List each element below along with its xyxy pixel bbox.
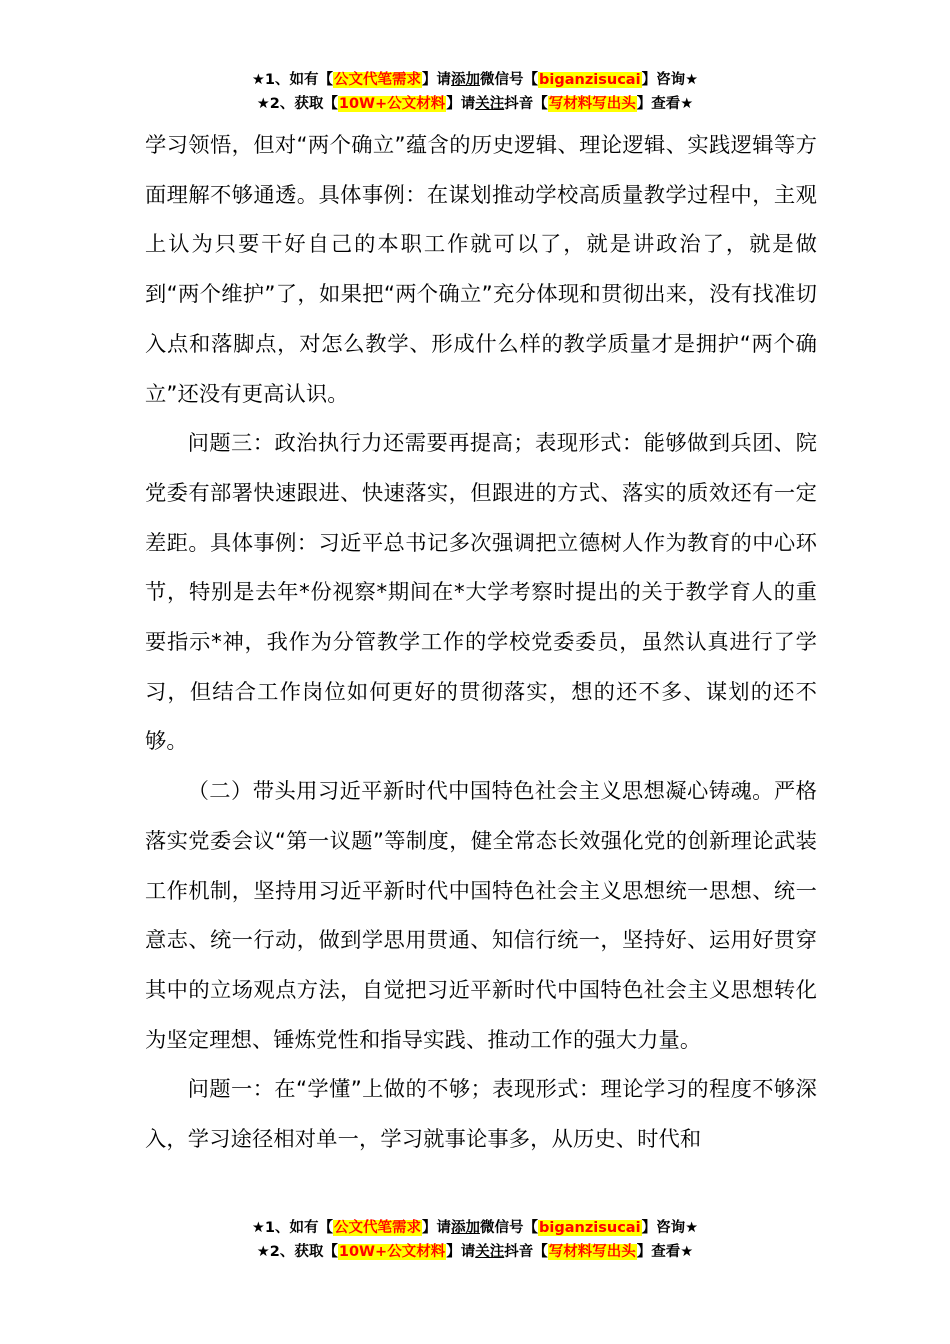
banner-highlight: 10W+公文材料 [338, 1244, 446, 1260]
paragraph-issue-one: 问题一：在“学懂”上做的不够；表现形式：理论学习的程度不够深入，学习途径相对单一，学习就事论事多，从历史、时代和 [145, 1077, 817, 1153]
banner-text: 】请 [422, 72, 452, 88]
banner-text: ★2、获取【 [256, 1244, 338, 1260]
banner-text: 抖音【 [504, 1244, 548, 1260]
banner-line-1 [0, 1216, 950, 1240]
banner-text: 】咨询★ [641, 1220, 699, 1236]
header-banner [0, 68, 950, 116]
banner-line-2 [0, 92, 950, 116]
banner-underlined-text: 添加 [451, 1220, 481, 1236]
banner-highlight: biganzisucai [539, 72, 641, 88]
banner-highlight: 写材料写出头 [548, 1244, 636, 1260]
banner-underlined-text: 关注 [475, 1244, 505, 1260]
banner-line-2 [0, 1240, 950, 1264]
banner-text: 】请 [446, 96, 476, 112]
banner-text: ★1、如有【 [251, 72, 334, 88]
banner-text: ★1、如有【 [251, 1220, 334, 1236]
banner-highlight: 写材料写出头 [548, 96, 636, 112]
banner-text: 】查看★ [636, 1244, 694, 1260]
banner-text: 微信号【 [480, 72, 539, 88]
banner-highlight: 公文代笔需求 [334, 1220, 422, 1236]
banner-text: 】咨询★ [641, 72, 699, 88]
banner-highlight: 公文代笔需求 [334, 72, 422, 88]
banner-text: ★2、获取【 [256, 96, 338, 112]
paragraph-continuation: 学习领悟，但对“两个确立”蕴含的历史逻辑、理论逻辑、实践逻辑等方面理解不够通透。具体事例：在谋划推动学校高质量教学过程中，主观上认为只要干好自己的本职工作就可以了，就是讲政治了，就是做到“两个维护”了，如果把“两个确立”充分体现和贯彻出来，没有找准切入点和落脚点，对怎么教学、形成什么样的教学质量才是拥护“两个确立”还没有更高认识。 [145, 133, 817, 407]
banner-text: 】查看★ [636, 96, 694, 112]
paragraph-section-two: （二）带头用习近平新时代中国特色社会主义思想凝心铸魂。严格落实党委会议“第一议题”等制度，健全常态长效强化党的创新理论武装工作机制，坚持用习近平新时代中国特色社会主义思想统一思想、统一意志、统一行动，做到学思用贯通、知信行统一，坚持好、运用好贯穿其中的立场观点方法，自觉把习近平新时代中国特色社会主义思想转化为坚定理想、锤炼党性和指导实践、推动工作的强大力量。 [145, 779, 817, 1053]
banner-highlight: 10W+公文材料 [338, 96, 446, 112]
banner-line-1 [0, 68, 950, 92]
banner-underlined-text: 添加 [451, 72, 481, 88]
paragraph-issue-three: 问题三：政治执行力还需要再提高；表现形式：能够做到兵团、院党委有部署快速跟进、快速落实，但跟进的方式、落实的质效还有一定差距。具体事例：习近平总书记多次强调把立德树人作为教育的中心环节，特别是去年*份视察*期间在*大学考察时提出的关于教学育人的重要指示*神，我作为分管教学工作的学校党委委员，虽然认真进行了学习，但结合工作岗位如何更好的贯彻落实，想的还不多、谋划的还不够。 [145, 431, 817, 755]
banner-text: 抖音【 [504, 96, 548, 112]
banner-text: 微信号【 [480, 1220, 539, 1236]
banner-highlight: biganzisucai [539, 1220, 641, 1236]
banner-text: 】请 [422, 1220, 452, 1236]
banner-underlined-text: 关注 [475, 96, 505, 112]
banner-text: 】请 [446, 1244, 476, 1260]
document-body [145, 121, 817, 1165]
footer-banner [0, 1216, 950, 1264]
